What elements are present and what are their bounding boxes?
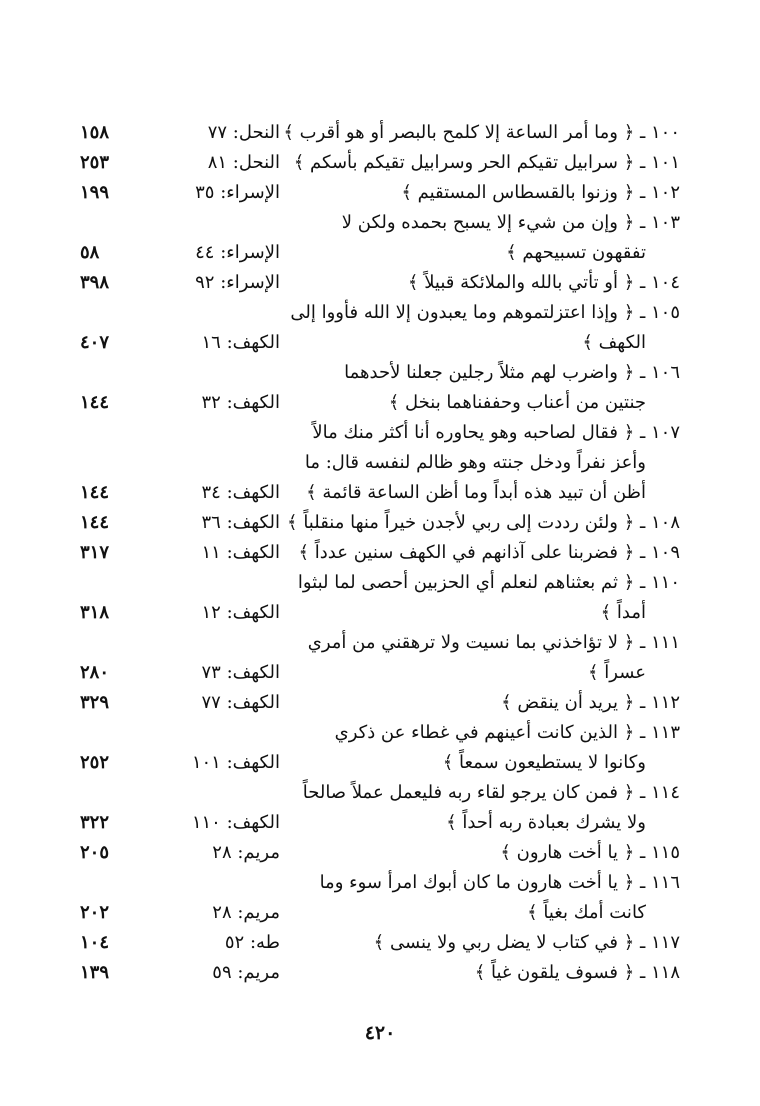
page-reference: ٢٠٥ [80, 842, 110, 863]
page-reference: ٣٢٩ [80, 692, 110, 713]
page-reference: ١٥٨ [80, 122, 110, 143]
verse-text: ١٠٨ ـ ﴿ ولئن رددت إلى ربي لأجدن خيراً منها منقلباً ﴾ [287, 512, 680, 533]
surah-reference: الكهف: ١٦ [201, 332, 280, 353]
verse-text: ١٠٩ ـ ﴿ فضربنا على آذانهم في الكهف سنين عدداً ﴾ [298, 542, 680, 563]
verse-text: كانت أمك بغياً ﴾ [527, 902, 646, 923]
page-reference: ٣١٧ [80, 542, 110, 563]
verse-text: ١٠١ ـ ﴿ سرابيل تقيكم الحر وسرابيل تقيكم بأسكم ﴾ [293, 152, 680, 173]
page-reference: ٢٥٢ [80, 752, 110, 773]
index-row [80, 778, 680, 808]
index-row [80, 688, 680, 718]
page-reference: ٣٩٨ [80, 272, 110, 293]
verse-text: ١١٦ ـ ﴿ يا أخت هارون ما كان أبوك امرأ سوء وما [319, 872, 680, 893]
index-row [80, 418, 680, 448]
verse-text: ١١٠ ـ ﴿ ثم بعثناهم لنعلم أي الحزبين أحصى لما لبثوا [297, 572, 680, 593]
index-row [80, 898, 680, 928]
index-row [80, 328, 680, 358]
verse-text: ١٠٣ ـ ﴿ وإن من شيء إلا يسبح بحمده ولكن لا [341, 212, 680, 233]
page-reference: ١٤٤ [80, 392, 110, 413]
verse-text: أمداً ﴾ [600, 602, 646, 623]
page-reference: ١٩٩ [80, 182, 110, 203]
page-reference: ٢٥٣ [80, 152, 110, 173]
surah-reference: الإسراء: ٤٤ [195, 242, 280, 263]
page-reference: ١٤٤ [80, 512, 110, 533]
index-row [80, 628, 680, 658]
index-row [80, 268, 680, 298]
surah-reference: الكهف: ٣٢ [201, 392, 280, 413]
index-row [80, 238, 680, 268]
verse-text: تفقهون تسبيحهم ﴾ [506, 242, 646, 263]
verse-text: ولا يشرك بعبادة ربه أحداً ﴾ [446, 812, 646, 833]
index-row [80, 388, 680, 418]
verse-text: وأعز نفراً ودخل جنته وهو ظالم لنفسه قال: ما [304, 452, 646, 473]
index-row [80, 148, 680, 178]
verse-text: الكهف ﴾ [582, 332, 646, 353]
index-row [80, 838, 680, 868]
verse-text: عسراً ﴾ [588, 662, 646, 683]
surah-reference: النحل: ٨١ [207, 152, 280, 173]
verse-text: ١١٤ ـ ﴿ فمن كان يرجو لقاء ربه فليعمل عملاً صالحاً [302, 782, 680, 803]
surah-reference: الكهف: ٣٤ [201, 482, 280, 503]
verse-text: ١٠٦ ـ ﴿ واضرب لهم مثلاً رجلين جعلنا لأحدهما [344, 362, 680, 383]
surah-reference: الكهف: ١١ [201, 542, 280, 563]
verse-text: ١٠٠ ـ ﴿ وما أمر الساعة إلا كلمح بالبصر أو هو أقرب ﴾ [283, 122, 680, 143]
page-reference: ٤٠٧ [80, 332, 110, 353]
verse-text: أظن أن تبيد هذه أبداً وما أظن الساعة قائمة ﴾ [306, 482, 646, 503]
index-row [80, 538, 680, 568]
surah-reference: الكهف: ١١٠ [191, 812, 280, 833]
index-row [80, 478, 680, 508]
index-row [80, 508, 680, 538]
page-reference: ٣١٨ [80, 602, 110, 623]
verse-text: ١٠٢ ـ ﴿ وزنوا بالقسطاس المستقيم ﴾ [401, 182, 680, 203]
index-row [80, 598, 680, 628]
surah-reference: الكهف: ٧٧ [201, 692, 280, 713]
surah-reference: النحل: ٧٧ [207, 122, 280, 143]
index-row [80, 358, 680, 388]
page-reference: ١٠٤ [80, 932, 110, 953]
index-row [80, 928, 680, 958]
verse-text: جنتين من أعناب وحففناهما بنخل ﴾ [388, 392, 646, 413]
index-row [80, 868, 680, 898]
page-reference: ١٣٩ [80, 962, 110, 983]
surah-reference: الإسراء: ٣٥ [195, 182, 280, 203]
surah-reference: الكهف: ٧٣ [201, 662, 280, 683]
verse-text: ١١١ ـ ﴿ لا تؤاخذني بما نسيت ولا ترهقني من أمري [307, 632, 680, 653]
verse-text: ١١٥ ـ ﴿ يا أخت هارون ﴾ [500, 842, 680, 863]
index-row [80, 208, 680, 238]
verse-text: ١٠٧ ـ ﴿ فقال لصاحبه وهو يحاوره أنا أكثر منك مالاً [312, 422, 680, 443]
page-reference: ٢٠٢ [80, 902, 110, 923]
index-row [80, 178, 680, 208]
verse-text: ١١٨ ـ ﴿ فسوف يلقون غياً ﴾ [474, 962, 680, 983]
verse-index-list [80, 118, 680, 988]
surah-reference: الإسراء: ٩٢ [195, 272, 280, 293]
surah-reference: مريم: ٢٨ [212, 842, 280, 863]
index-row [80, 448, 680, 478]
surah-reference: الكهف: ١٠١ [191, 752, 280, 773]
index-row [80, 718, 680, 748]
page-reference: ٥٨ [80, 242, 100, 263]
verse-text: ١١٧ ـ ﴿ في كتاب لا يضل ربي ولا ينسى ﴾ [373, 932, 680, 953]
verse-text: ١٠٥ ـ ﴿ وإذا اعتزلتموهم وما يعبدون إلا الله فأووا إلى [290, 302, 680, 323]
verse-text: ١١٢ ـ ﴿ يريد أن ينقض ﴾ [501, 692, 680, 713]
page-reference: ٣٢٢ [80, 812, 110, 833]
surah-reference: مريم: ٢٨ [212, 902, 280, 923]
surah-reference: مريم: ٥٩ [212, 962, 280, 983]
verse-text: ١١٣ ـ ﴿ الذين كانت أعينهم في غطاء عن ذكري [334, 722, 680, 743]
surah-reference: الكهف: ١٢ [201, 602, 280, 623]
index-row [80, 748, 680, 778]
index-row [80, 658, 680, 688]
index-row [80, 118, 680, 148]
index-row [80, 568, 680, 598]
index-row [80, 958, 680, 988]
page-reference: ١٤٤ [80, 482, 110, 503]
verse-text: وكانوا لا يستطيعون سمعاً ﴾ [442, 752, 646, 773]
page-reference: ٢٨٠ [80, 662, 110, 683]
page-number: ٤٢٠ [364, 1022, 396, 1044]
index-row [80, 298, 680, 328]
verse-text: ١٠٤ ـ ﴿ أو تأتي بالله والملائكة قبيلاً ﴾ [407, 272, 680, 293]
surah-reference: الكهف: ٣٦ [201, 512, 280, 533]
surah-reference: طه: ٥٢ [224, 932, 280, 953]
index-row [80, 808, 680, 838]
